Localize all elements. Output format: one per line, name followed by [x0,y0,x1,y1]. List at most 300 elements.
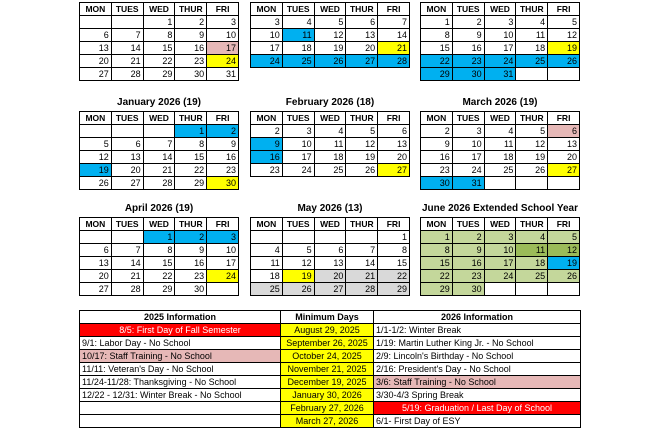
day-cell: 21 [111,270,143,283]
weekday-header: MON [251,218,283,231]
weekday-header: MON [251,3,283,16]
day-cell: 14 [143,151,175,164]
weekday-header: TUES [111,3,143,16]
day-cell: 30 [452,283,484,296]
week-row [421,42,580,55]
day-cell: 26 [314,55,346,68]
day-cell: 18 [251,270,283,283]
weekday-header: WED [314,112,346,125]
day-cell: 1 [378,231,410,244]
day-cell: 14 [378,29,410,42]
week-row [251,55,410,68]
day-cell: 23 [452,55,484,68]
day-cell: 26 [548,270,580,283]
day-cell: 5 [516,125,548,138]
week-row [80,283,239,296]
week-row [421,177,580,190]
day-cell: 25 [484,164,516,177]
calendar-grid [420,2,580,81]
week-row [80,151,239,164]
day-cell: 19 [516,151,548,164]
day-cell: 2 [251,125,283,138]
day-cell: 6 [548,125,580,138]
day-cell [80,125,112,138]
day-cell: 12 [314,29,346,42]
weekday-header: THUR [346,112,378,125]
day-cell [548,177,580,190]
weekday-header: FRI [548,218,580,231]
week-row [80,125,239,138]
day-cell: 1 [175,125,207,138]
day-cell: 16 [175,42,207,55]
info-cell: 6/1- First Day of ESY [374,415,581,428]
weekday-header: MON [421,112,453,125]
day-cell: 4 [484,125,516,138]
day-cell: 29 [143,68,175,81]
week-row [80,177,239,190]
day-cell: 12 [80,151,112,164]
day-cell: 24 [251,55,283,68]
weekday-header: WED [314,3,346,16]
day-cell: 22 [143,55,175,68]
day-cell: 11 [516,244,548,257]
day-cell [516,177,548,190]
week-row [80,244,239,257]
day-cell: 12 [346,138,378,151]
day-cell: 10 [484,244,516,257]
weekday-header: THUR [175,218,207,231]
day-cell: 9 [251,138,283,151]
weekday-header: FRI [207,218,239,231]
calendar-april-2026 [79,200,239,296]
weekday-header: WED [484,218,516,231]
day-cell: 26 [548,55,580,68]
minimum-day-cell: September 26, 2025 [281,337,374,350]
day-cell: 9 [452,244,484,257]
weekday-header: MON [421,218,453,231]
day-cell: 3 [251,16,283,29]
day-cell: 29 [421,68,453,81]
weekday-header: THUR [175,112,207,125]
weekday-header: FRI [207,3,239,16]
info-cell: 9/1: Labor Day - No School [80,337,281,350]
info-cell: 10/17: Staff Training - No School [80,350,281,363]
weekday-header: TUES [452,218,484,231]
day-cell: 20 [378,151,410,164]
day-cell: 24 [282,164,314,177]
info-cell: 11/11: Veteran's Day - No School [80,363,281,376]
calendar-title: January 2026 (19) [117,97,201,108]
info-row [80,402,581,415]
calendar-row1-left [79,0,239,81]
day-cell: 10 [282,138,314,151]
info-header: Minimum Days [281,311,374,324]
day-cell [346,231,378,244]
weekday-header-row [421,3,580,16]
day-cell: 4 [282,16,314,29]
day-cell: 26 [516,164,548,177]
day-cell: 26 [346,164,378,177]
day-cell: 8 [143,244,175,257]
week-row [80,29,239,42]
day-cell: 18 [282,42,314,55]
weekday-header-row [251,3,410,16]
minimum-day-cell: January 30, 2026 [281,389,374,402]
day-cell: 1 [421,16,453,29]
day-cell: 21 [111,55,143,68]
day-cell [111,125,143,138]
day-cell: 22 [175,164,207,177]
calendar-january-2026 [79,94,239,190]
week-row [421,244,580,257]
day-cell: 25 [314,164,346,177]
day-cell: 12 [548,29,580,42]
day-cell: 14 [111,257,143,270]
week-row [421,138,580,151]
day-cell: 6 [80,244,112,257]
minimum-day-cell: December 19, 2025 [281,376,374,389]
day-cell [207,283,239,296]
week-row [80,55,239,68]
minimum-day-cell: November 21, 2025 [281,363,374,376]
day-cell: 31 [484,68,516,81]
day-cell: 10 [452,138,484,151]
day-cell: 23 [175,55,207,68]
info-cell: 2/16: President's Day - No School [374,363,581,376]
week-row [421,68,580,81]
weekday-header: MON [80,112,112,125]
day-cell [111,16,143,29]
week-row [80,257,239,270]
weekday-header: MON [421,3,453,16]
day-cell: 2 [175,16,207,29]
day-cell: 27 [548,164,580,177]
week-row [421,151,580,164]
day-cell: 30 [452,68,484,81]
weekday-header: WED [314,218,346,231]
week-row [421,164,580,177]
day-cell [484,177,516,190]
week-row [80,164,239,177]
week-row [421,29,580,42]
day-cell [516,283,548,296]
day-cell: 2 [175,231,207,244]
calendar-june-2026 [420,200,580,296]
day-cell: 9 [175,29,207,42]
day-cell: 14 [111,42,143,55]
info-cell: 1/19: Martin Luther King Jr. - No School [374,337,581,350]
day-cell: 21 [143,164,175,177]
day-cell: 27 [80,68,112,81]
calendar-grid [420,217,580,296]
day-cell: 28 [378,55,410,68]
day-cell: 21 [378,42,410,55]
week-row [251,164,410,177]
day-cell: 25 [516,270,548,283]
day-cell: 29 [378,283,410,296]
day-cell: 27 [378,164,410,177]
week-row [80,68,239,81]
info-cell: 3/30-4/3 Spring Break [374,389,581,402]
day-cell: 25 [516,55,548,68]
day-cell: 17 [207,42,239,55]
day-cell: 14 [346,257,378,270]
info-row [80,337,581,350]
day-cell [80,231,112,244]
week-row [421,283,580,296]
info-cell: 1/1-1/2: Winter Break [374,324,581,337]
weekday-header: WED [143,3,175,16]
day-cell: 8 [175,138,207,151]
week-row [421,16,580,29]
day-cell: 22 [143,270,175,283]
info-cell: 3/6: Staff Training - No School [374,376,581,389]
day-cell: 17 [207,257,239,270]
day-cell: 29 [421,283,453,296]
day-cell: 13 [80,257,112,270]
calendar-grid [79,111,239,190]
day-cell: 9 [175,244,207,257]
weekday-header: FRI [548,112,580,125]
day-cell: 24 [207,55,239,68]
calendar-grid [250,111,410,177]
weekday-header-row [421,218,580,231]
day-cell: 9 [207,138,239,151]
calendar-title: June 2026 Extended School Year [422,203,578,214]
day-cell: 6 [314,244,346,257]
day-cell: 23 [175,270,207,283]
day-cell: 28 [346,283,378,296]
day-cell: 28 [111,283,143,296]
day-cell: 27 [314,283,346,296]
day-cell [80,16,112,29]
weekday-header: THUR [516,218,548,231]
info-cell: 8/5: First Day of Fall Semester [80,324,281,337]
week-row [251,257,410,270]
day-cell: 18 [516,257,548,270]
day-cell: 6 [80,29,112,42]
info-header-row [80,311,581,324]
day-cell: 22 [378,270,410,283]
calendar-grid [250,217,410,296]
weekday-header: MON [80,3,112,16]
day-cell: 20 [80,55,112,68]
day-cell: 20 [548,151,580,164]
week-row [80,42,239,55]
day-cell: 3 [207,231,239,244]
day-cell: 25 [251,283,283,296]
week-row [421,257,580,270]
day-cell: 27 [80,283,112,296]
day-cell: 5 [314,16,346,29]
day-cell: 10 [251,29,283,42]
day-cell: 5 [548,16,580,29]
day-cell: 16 [207,151,239,164]
day-cell [282,231,314,244]
week-row [251,231,410,244]
day-cell: 4 [516,231,548,244]
day-cell: 27 [346,55,378,68]
day-cell: 24 [452,164,484,177]
calendar-grid [420,111,580,190]
week-row [251,138,410,151]
weekday-header: TUES [452,112,484,125]
weekday-header: THUR [346,218,378,231]
day-cell: 3 [484,231,516,244]
info-cell: 5/19: Graduation / Last Day of School [374,402,581,415]
weekday-header: FRI [378,112,410,125]
calendar-title: April 2026 (19) [124,203,194,214]
week-row [251,16,410,29]
day-cell: 30 [207,177,239,190]
day-cell: 8 [421,244,453,257]
day-cell: 13 [111,151,143,164]
day-cell: 9 [452,29,484,42]
weekday-header: THUR [516,112,548,125]
day-cell: 2 [207,125,239,138]
day-cell: 30 [175,68,207,81]
weekday-header-row [80,218,239,231]
day-cell: 6 [378,125,410,138]
day-cell: 23 [251,164,283,177]
week-row [251,270,410,283]
day-cell: 24 [207,270,239,283]
day-cell: 3 [282,125,314,138]
weekday-header: WED [484,3,516,16]
weekday-header: TUES [452,3,484,16]
weekday-header: THUR [175,3,207,16]
day-cell [251,231,283,244]
weekday-header: THUR [516,3,548,16]
day-cell: 13 [548,138,580,151]
day-cell: 15 [421,42,453,55]
calendar-row1-middle [250,0,410,68]
day-cell: 6 [346,16,378,29]
weekday-header-row [421,112,580,125]
day-cell: 3 [484,16,516,29]
day-cell: 16 [251,151,283,164]
day-cell: 13 [346,29,378,42]
day-cell: 23 [421,164,453,177]
info-cell [80,402,281,415]
weekday-header: THUR [346,3,378,16]
day-cell: 19 [548,42,580,55]
day-cell: 1 [421,231,453,244]
week-row [421,55,580,68]
day-cell: 19 [346,151,378,164]
day-cell: 31 [207,68,239,81]
day-cell: 13 [80,42,112,55]
day-cell: 11 [282,29,314,42]
info-row [80,324,581,337]
calendar-february-2026 [250,94,410,177]
info-cell: 2/9: Lincoln's Birthday - No School [374,350,581,363]
day-cell: 5 [80,138,112,151]
day-cell: 1 [143,231,175,244]
day-cell: 26 [80,177,112,190]
day-cell: 12 [282,257,314,270]
info-row [80,363,581,376]
info-table-body [80,311,581,428]
day-cell: 27 [111,177,143,190]
info-cell: 12/22 - 12/31: Winter Break - No School [80,389,281,402]
calendar-row1-right [420,0,580,81]
calendar-grid [79,2,239,81]
calendar-march-2026 [420,94,580,190]
minimum-day-cell: August 29, 2025 [281,324,374,337]
day-cell: 31 [452,177,484,190]
day-cell: 28 [111,68,143,81]
day-cell: 7 [143,138,175,151]
info-row [80,415,581,428]
day-cell: 9 [421,138,453,151]
weekday-header: FRI [378,3,410,16]
calendar-grid [250,2,410,68]
calendar-may-2026 [250,200,410,296]
calendar-grid [79,217,239,296]
day-cell: 19 [314,42,346,55]
day-cell: 29 [143,283,175,296]
weekday-header-row [80,112,239,125]
day-cell: 2 [452,16,484,29]
day-cell: 20 [80,270,112,283]
info-header: 2026 Information [374,311,581,324]
weekday-header: FRI [378,218,410,231]
day-cell: 24 [484,55,516,68]
info-cell: 11/24-11/28: Thanksgiving - No School [80,376,281,389]
day-cell: 15 [378,257,410,270]
day-cell: 15 [143,42,175,55]
day-cell: 22 [421,270,453,283]
weekday-header: WED [484,112,516,125]
day-cell [516,68,548,81]
info-header: 2025 Information [80,311,281,324]
day-cell: 23 [207,164,239,177]
week-row [251,125,410,138]
day-cell: 18 [484,151,516,164]
day-cell: 24 [484,270,516,283]
day-cell: 11 [516,29,548,42]
minimum-day-cell: October 24, 2025 [281,350,374,363]
info-table [79,310,581,428]
day-cell: 8 [143,29,175,42]
day-cell: 23 [452,270,484,283]
info-row [80,389,581,402]
week-row [251,151,410,164]
day-cell: 19 [548,257,580,270]
week-row [80,138,239,151]
day-cell [314,231,346,244]
day-cell: 7 [111,29,143,42]
weekday-header: WED [143,218,175,231]
week-row [251,29,410,42]
day-cell: 13 [378,138,410,151]
day-cell: 11 [251,257,283,270]
day-cell: 10 [484,29,516,42]
minimum-day-cell: February 27, 2026 [281,402,374,415]
calendar-title: May 2026 (13) [297,203,363,214]
day-cell: 4 [251,244,283,257]
week-row [251,42,410,55]
week-row [421,231,580,244]
day-cell: 2 [421,125,453,138]
day-cell: 8 [421,29,453,42]
weekday-header: TUES [282,218,314,231]
weekday-header: MON [80,218,112,231]
day-cell: 2 [452,231,484,244]
day-cell: 7 [111,244,143,257]
day-cell: 17 [251,42,283,55]
